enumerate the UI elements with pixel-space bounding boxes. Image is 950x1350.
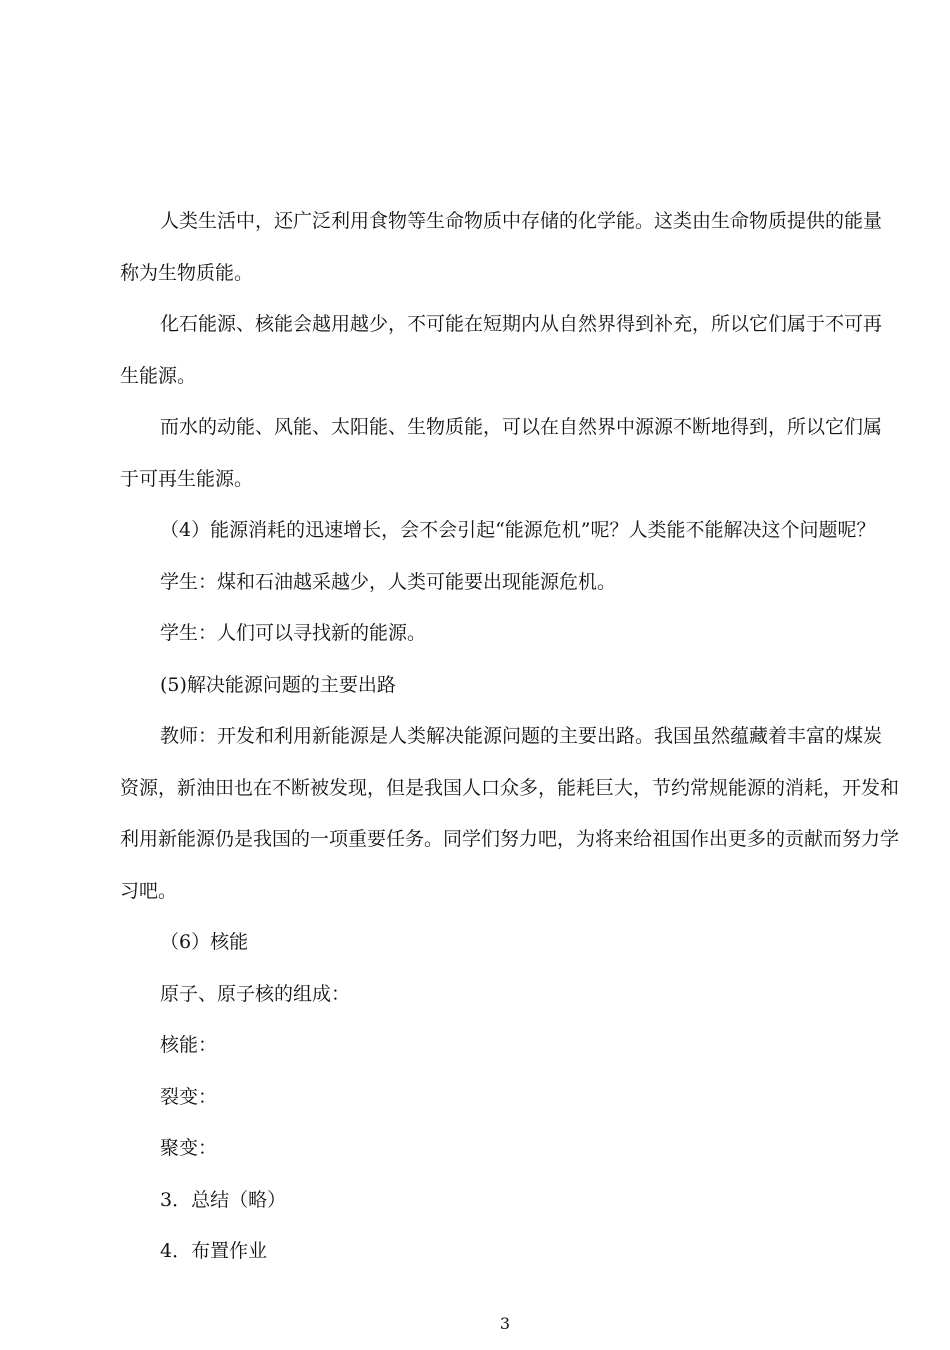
heading-energy-solution: (5)解决能源问题的主要出路 (160, 673, 396, 696)
paragraph-renewable: 而水的动能、风能、太阳能、生物质能，可以在自然界中源源不断地得到，所以它们属于可再生能源。 (120, 416, 883, 490)
paragraph-nonrenewable: 化石能源、核能会越用越少，不可能在短期内从自然界得到补充，所以它们属于不可再生能源。 (120, 313, 883, 387)
item-homework: 4．布置作业 (160, 1240, 268, 1262)
item-fission: 裂变： (160, 1085, 218, 1108)
item-nuclear-energy: 核能： (160, 1034, 218, 1056)
page-number: 3 (499, 1314, 511, 1333)
document-body (120, 196, 900, 1278)
item-fusion: 聚变： (160, 1137, 218, 1159)
paragraph-teacher: 教师：开发和利用新能源是人类解决能源问题的主要出路。我国虽然蕴藏着丰富的煤炭资源，新油田也在不断被发现，但是我国人口众多，能耗巨大，节约常规能源的消耗，开发和利用新能源仍是我国的一项重要任务。同学们努力吧，为将来给祖国作出更多的贡献而努力学习吧。 (120, 725, 900, 902)
paragraph-student-answer-1: 学生：煤和石油越采越少，人类可能要出现能源危机。 (160, 570, 617, 593)
item-summary: 3．总结（略） (160, 1188, 287, 1211)
item-atom-composition: 原子、原子核的组成： (160, 982, 351, 1005)
paragraph-student-answer-2: 学生：人们可以寻找新的能源。 (160, 622, 427, 644)
heading-nuclear-energy: （6）核能 (160, 931, 249, 953)
paragraph-biomass: 人类生活中，还广泛利用食物等生命物质中存储的化学能。这类由生命物质提供的能量称为生物质能。 (120, 210, 883, 284)
paragraph-energy-crisis-question: （4）能源消耗的迅速增长，会不会引起“能源危机”呢？人类能不能解决这个问题呢？ (160, 519, 876, 541)
